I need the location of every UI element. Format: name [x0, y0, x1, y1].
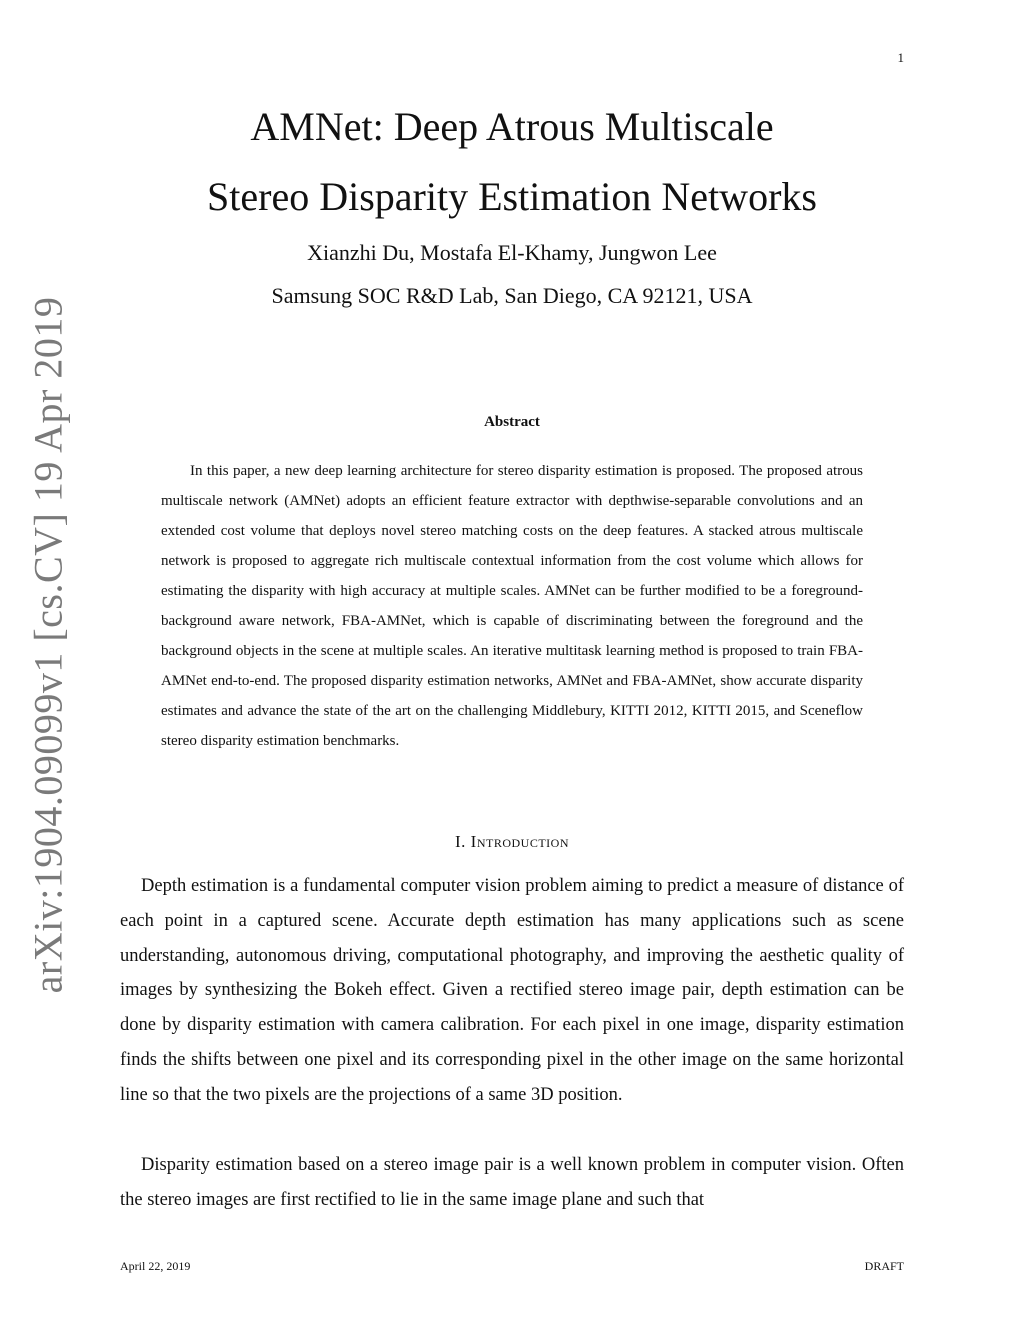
intro-paragraph-2: Disparity estimation based on a stereo image pair is a well known problem in computer vision. Often the stereo images are first rectified to lie in the same image plane and such that: [120, 1155, 904, 1210]
abstract-heading: Abstract: [484, 414, 540, 430]
footer-date: April 22, 2019: [120, 1259, 191, 1273]
author-list: Xianzhi Du, Mostafa El-Khamy, Jungwon Lee: [307, 240, 717, 265]
section-title: Introduction: [470, 832, 569, 851]
title-line-1: AMNet: Deep Atrous Multiscale: [250, 104, 774, 149]
abstract-body: In this paper, a new deep learning architecture for stereo disparity estimation is proposed. The proposed atrous multiscale network (AMNet) adopts an efficient feature extractor with depthwise-separable convolutions and an extended cost volume that deploys novel stereo matching costs on the deep features. A stacked atrous multiscale network is proposed to aggregate rich multiscale contextual information from the cost volume which allows for estimating the disparity with high accuracy at multiple scales. AMNet can be further modified to be a foreground-background aware network, FBA-AMNet, which is capable of discriminating between the foreground and the background objects in the scene at multiple scales. An iterative multitask learning method is proposed to train FBA-AMNet end-to-end. The proposed disparity estimation networks, AMNet and FBA-AMNet, show accurate disparity estimates and advance the state of the art on the challenging Middlebury, KITTI 2012, KITTI 2015, and Sceneflow stereo disparity estimation benchmarks.: [161, 463, 863, 749]
section-numeral: I.: [455, 832, 466, 851]
arxiv-identifier-stamp: arXiv:1904.09099v1 [cs.CV] 19 Apr 2019: [25, 296, 71, 994]
author-affiliation: Samsung SOC R&D Lab, San Diego, CA 92121, USA: [271, 283, 753, 308]
section-heading-introduction: [0, 832, 1024, 852]
page-number: 1: [897, 50, 904, 65]
footer-draft-label: DRAFT: [864, 1259, 904, 1273]
paper-title: [0, 92, 1024, 232]
intro-paragraph-1: Depth estimation is a fundamental computer vision problem aiming to predict a measure of distance of each point in a captured scene. Accurate depth estimation has many applications such as scene understanding, autonomous driving, computational photography, and improving the aesthetic quality of images by synthesizing the Bokeh effect. Given a rectified stereo image pair, depth estimation can be done by disparity estimation with camera calibration. For each pixel in one image, disparity estimation finds the shifts between one pixel and its corresponding pixel in the other image on the same horizontal line so that the two pixels are the projections of a same 3D position.: [120, 876, 904, 1105]
title-line-2: Stereo Disparity Estimation Networks: [207, 174, 817, 219]
